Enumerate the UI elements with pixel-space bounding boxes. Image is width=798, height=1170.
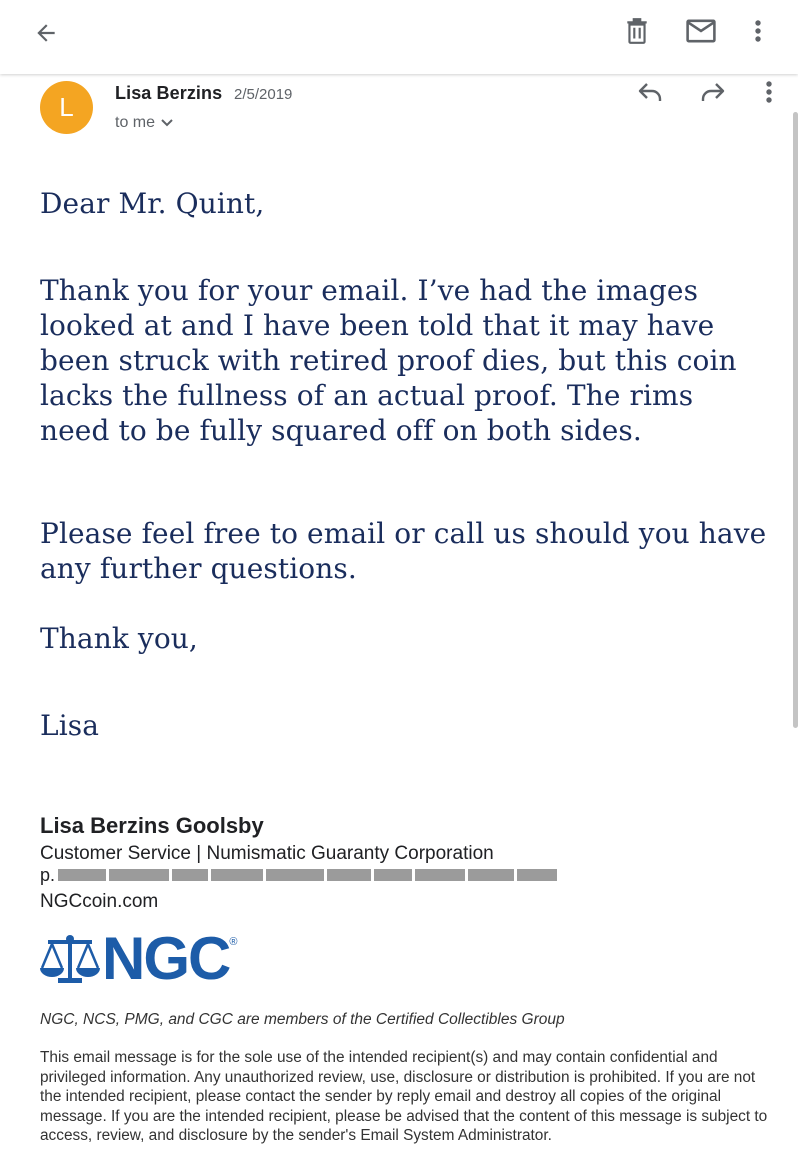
reply-button[interactable] (630, 72, 670, 112)
mark-unread-button[interactable] (681, 11, 721, 51)
members-note: NGC, NCS, PMG, and CGC are members of the Certified Collectibles Group (40, 1011, 565, 1028)
body-paragraph-1: Thank you for your email. I’ve had the images looked at and I have been told that it may have been struck with retired proof dies, but this coin lacks the fullness of an actual proof. The rims need to be fully squared off on both sides. (40, 274, 737, 447)
recipient-label: to me (115, 114, 156, 131)
forward-icon (700, 81, 726, 103)
ngc-logo[interactable] (38, 925, 238, 992)
legal-disclaimer: This email message is for the sole use of the intended recipient(s) and may contain confidential and privileged information. Any unauthorized review, use, disclosure or distribution is prohibited. If you are not the intended recipient, please contact the sender by reply email and destroy all copies of the original message. If you are the intended recipient, please be advised that the content of this message is subject to access, review, and disclosure by the sender's Email System Administrator. (40, 1049, 768, 1144)
phone-prefix: p. (40, 864, 56, 885)
forward-button[interactable] (693, 72, 733, 112)
logo-wordmark: NGC (102, 925, 230, 992)
redacted-phone (40, 866, 562, 884)
message-date: 2/5/2019 (234, 86, 293, 103)
message-more-button[interactable] (749, 72, 789, 112)
back-button[interactable] (26, 13, 66, 53)
envelope-icon (686, 19, 716, 43)
more-options-button[interactable] (738, 11, 778, 51)
body-name: Lisa (40, 709, 100, 742)
logo-registered-mark: ® (229, 936, 238, 948)
app-toolbar (0, 0, 798, 74)
more-vert-icon (765, 80, 773, 104)
delete-button[interactable] (617, 11, 657, 51)
sender-avatar[interactable]: L (40, 81, 93, 134)
arrow-left-icon (33, 20, 59, 46)
body-closing: Thank you, (40, 622, 198, 655)
signature-website[interactable]: NGCcoin.com (40, 891, 159, 912)
chevron-down-icon (161, 119, 173, 127)
scales-icon (38, 934, 102, 984)
more-vert-icon (754, 19, 762, 43)
reply-icon (637, 81, 663, 103)
sender-name: Lisa Berzins (115, 83, 223, 103)
body-greeting: Dear Mr. Quint, (40, 187, 265, 220)
scrollbar[interactable] (793, 112, 798, 728)
trash-icon (624, 17, 650, 45)
body-paragraph-2: Please feel free to email or call us should you have any further questions. (40, 517, 767, 585)
signature-name: Lisa Berzins Goolsby (40, 813, 264, 838)
signature-title: Customer Service | Numismatic Guaranty Corporation (40, 843, 494, 864)
recipient-details-toggle[interactable] (115, 114, 173, 132)
